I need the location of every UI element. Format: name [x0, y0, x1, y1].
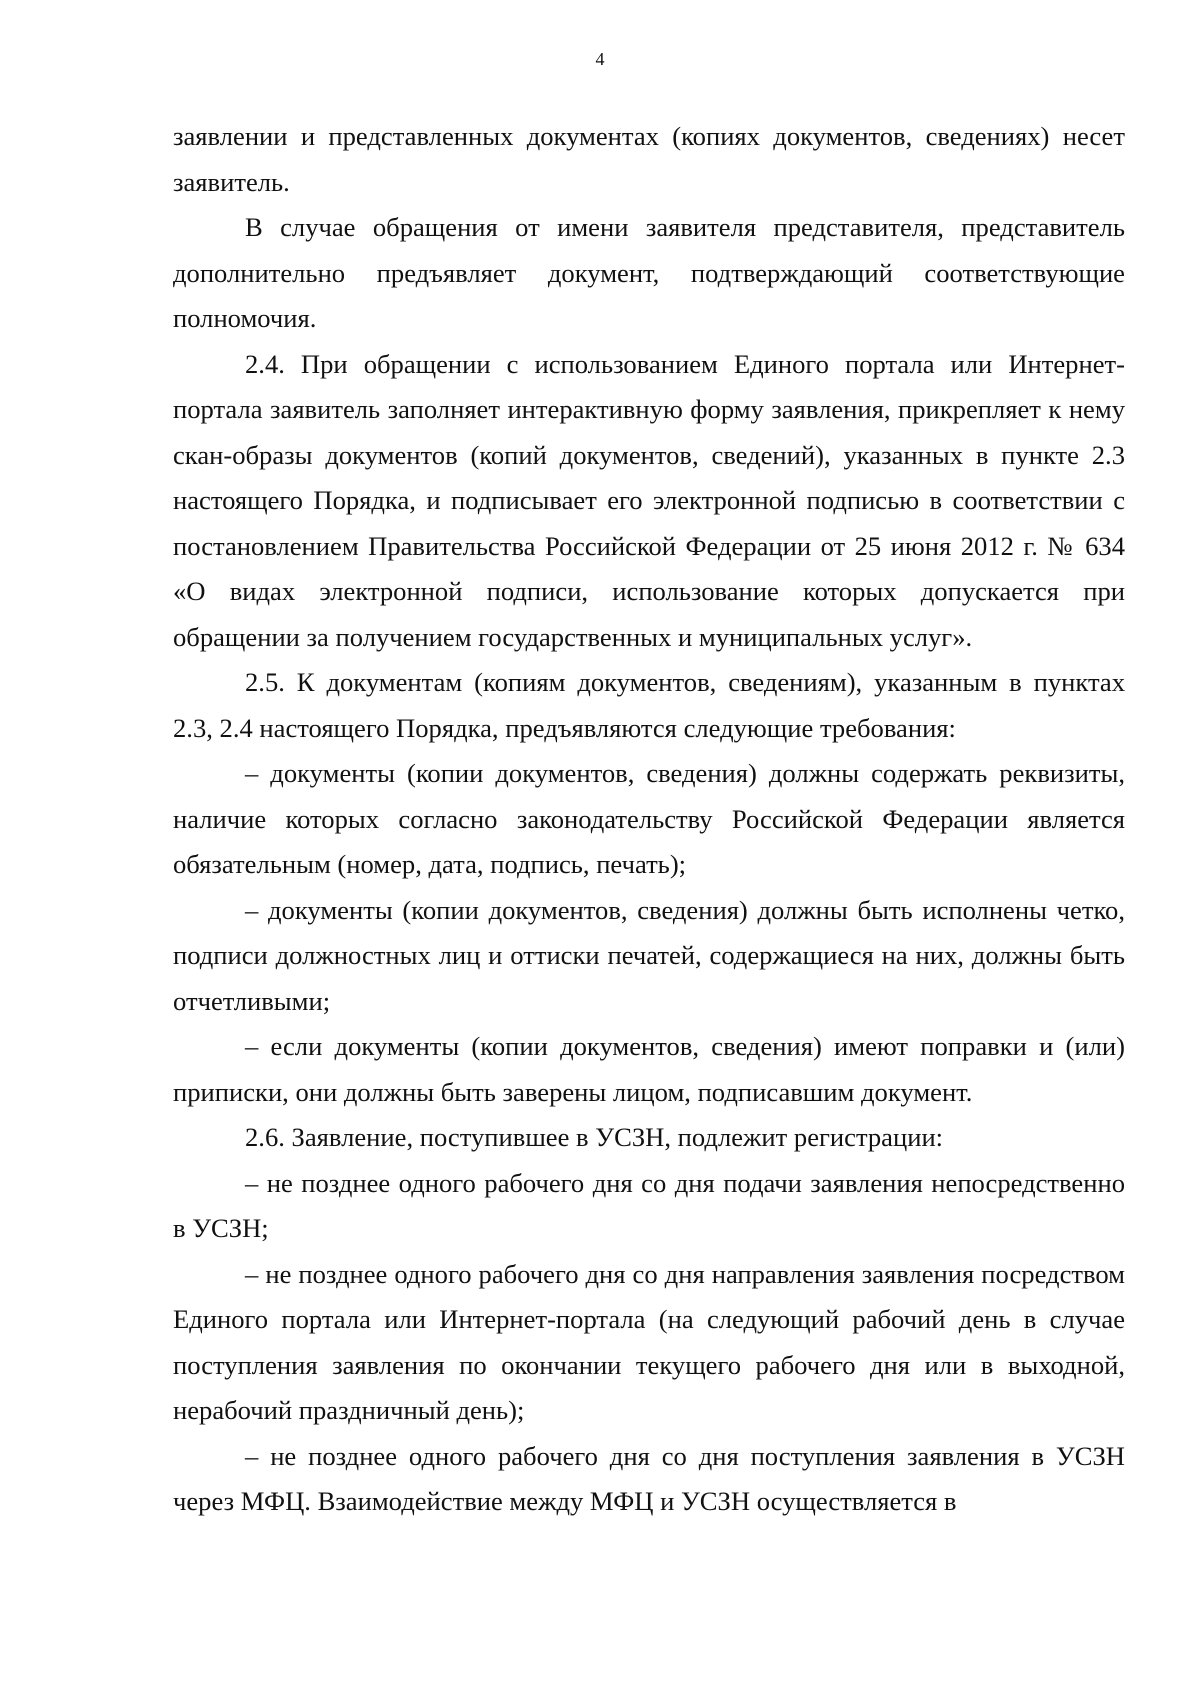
- paragraph-2-4: 2.4. При обращении с использованием Единого портала или Интернет-портала заявитель заполняет интерактивную форму заявления, прикрепляет к нему скан-образы документов (копий документов, сведений), указанных в пункте 2.3 настоящего Порядка, и подписывает его электронной подписью в соответствии с постановлением Правительства Российской Федерации от 25 июня 2012 г. № 634 «О видах электронной подписи, использование которых допускается при обращении за получением государственных и муниципальных услуг».: [173, 348, 1125, 652]
- paragraph-representative: В случае обращения от имени заявителя представителя, представитель дополнительно предъявляет документ, подтверждающий соответствующие полномочия.: [173, 212, 1125, 333]
- list-item-legibility: – документы (копии документов, сведения) должны быть исполнены четко, подписи должностных лиц и оттиски печатей, содержащиеся на них, должны быть отчетливыми;: [173, 894, 1125, 1016]
- paragraph-2-5: 2.5. К документам (копиям документов, сведениям), указанным в пунктах 2.3, 2.4 настоящего Порядка, предъявляются следующие требования:: [173, 667, 1125, 743]
- list-item-mfc-submission: – не позднее одного рабочего дня со дня поступления заявления в УСЗН через МФЦ. Взаимодействие между МФЦ и УСЗН осуществляется в: [173, 1440, 1125, 1516]
- page-number: 4: [595, 49, 605, 69]
- paragraph-2-6: 2.6. Заявление, поступившее в УСЗН, подлежит регистрации:: [245, 1122, 944, 1152]
- list-item-direct-submission: – не позднее одного рабочего дня со дня подачи заявления непосредственно в УСЗН;: [173, 1167, 1125, 1243]
- list-item-portal-submission: – не позднее одного рабочего дня со дня направления заявления посредством Единого портала или Интернет-портала (на следующий рабочий день в случае поступления заявления по окончании текущего рабочего дня или в выходной, нерабочий праздничный день);: [173, 1258, 1125, 1425]
- list-item-corrections: – если документы (копии документов, сведения) имеют поправки и (или) приписки, они должны быть заверены лицом, подписавшим документ.: [173, 1031, 1125, 1107]
- document-body: [173, 114, 1125, 1525]
- list-item-requisites: – документы (копии документов, сведения) должны содержать реквизиты, наличие которых согласно законодательству Российской Федерации является обязательным (номер, дата, подпись, печать);: [173, 758, 1125, 879]
- paragraph-continuation: заявлении и представленных документах (копиях документов, сведениях) несет заявитель.: [173, 121, 1125, 197]
